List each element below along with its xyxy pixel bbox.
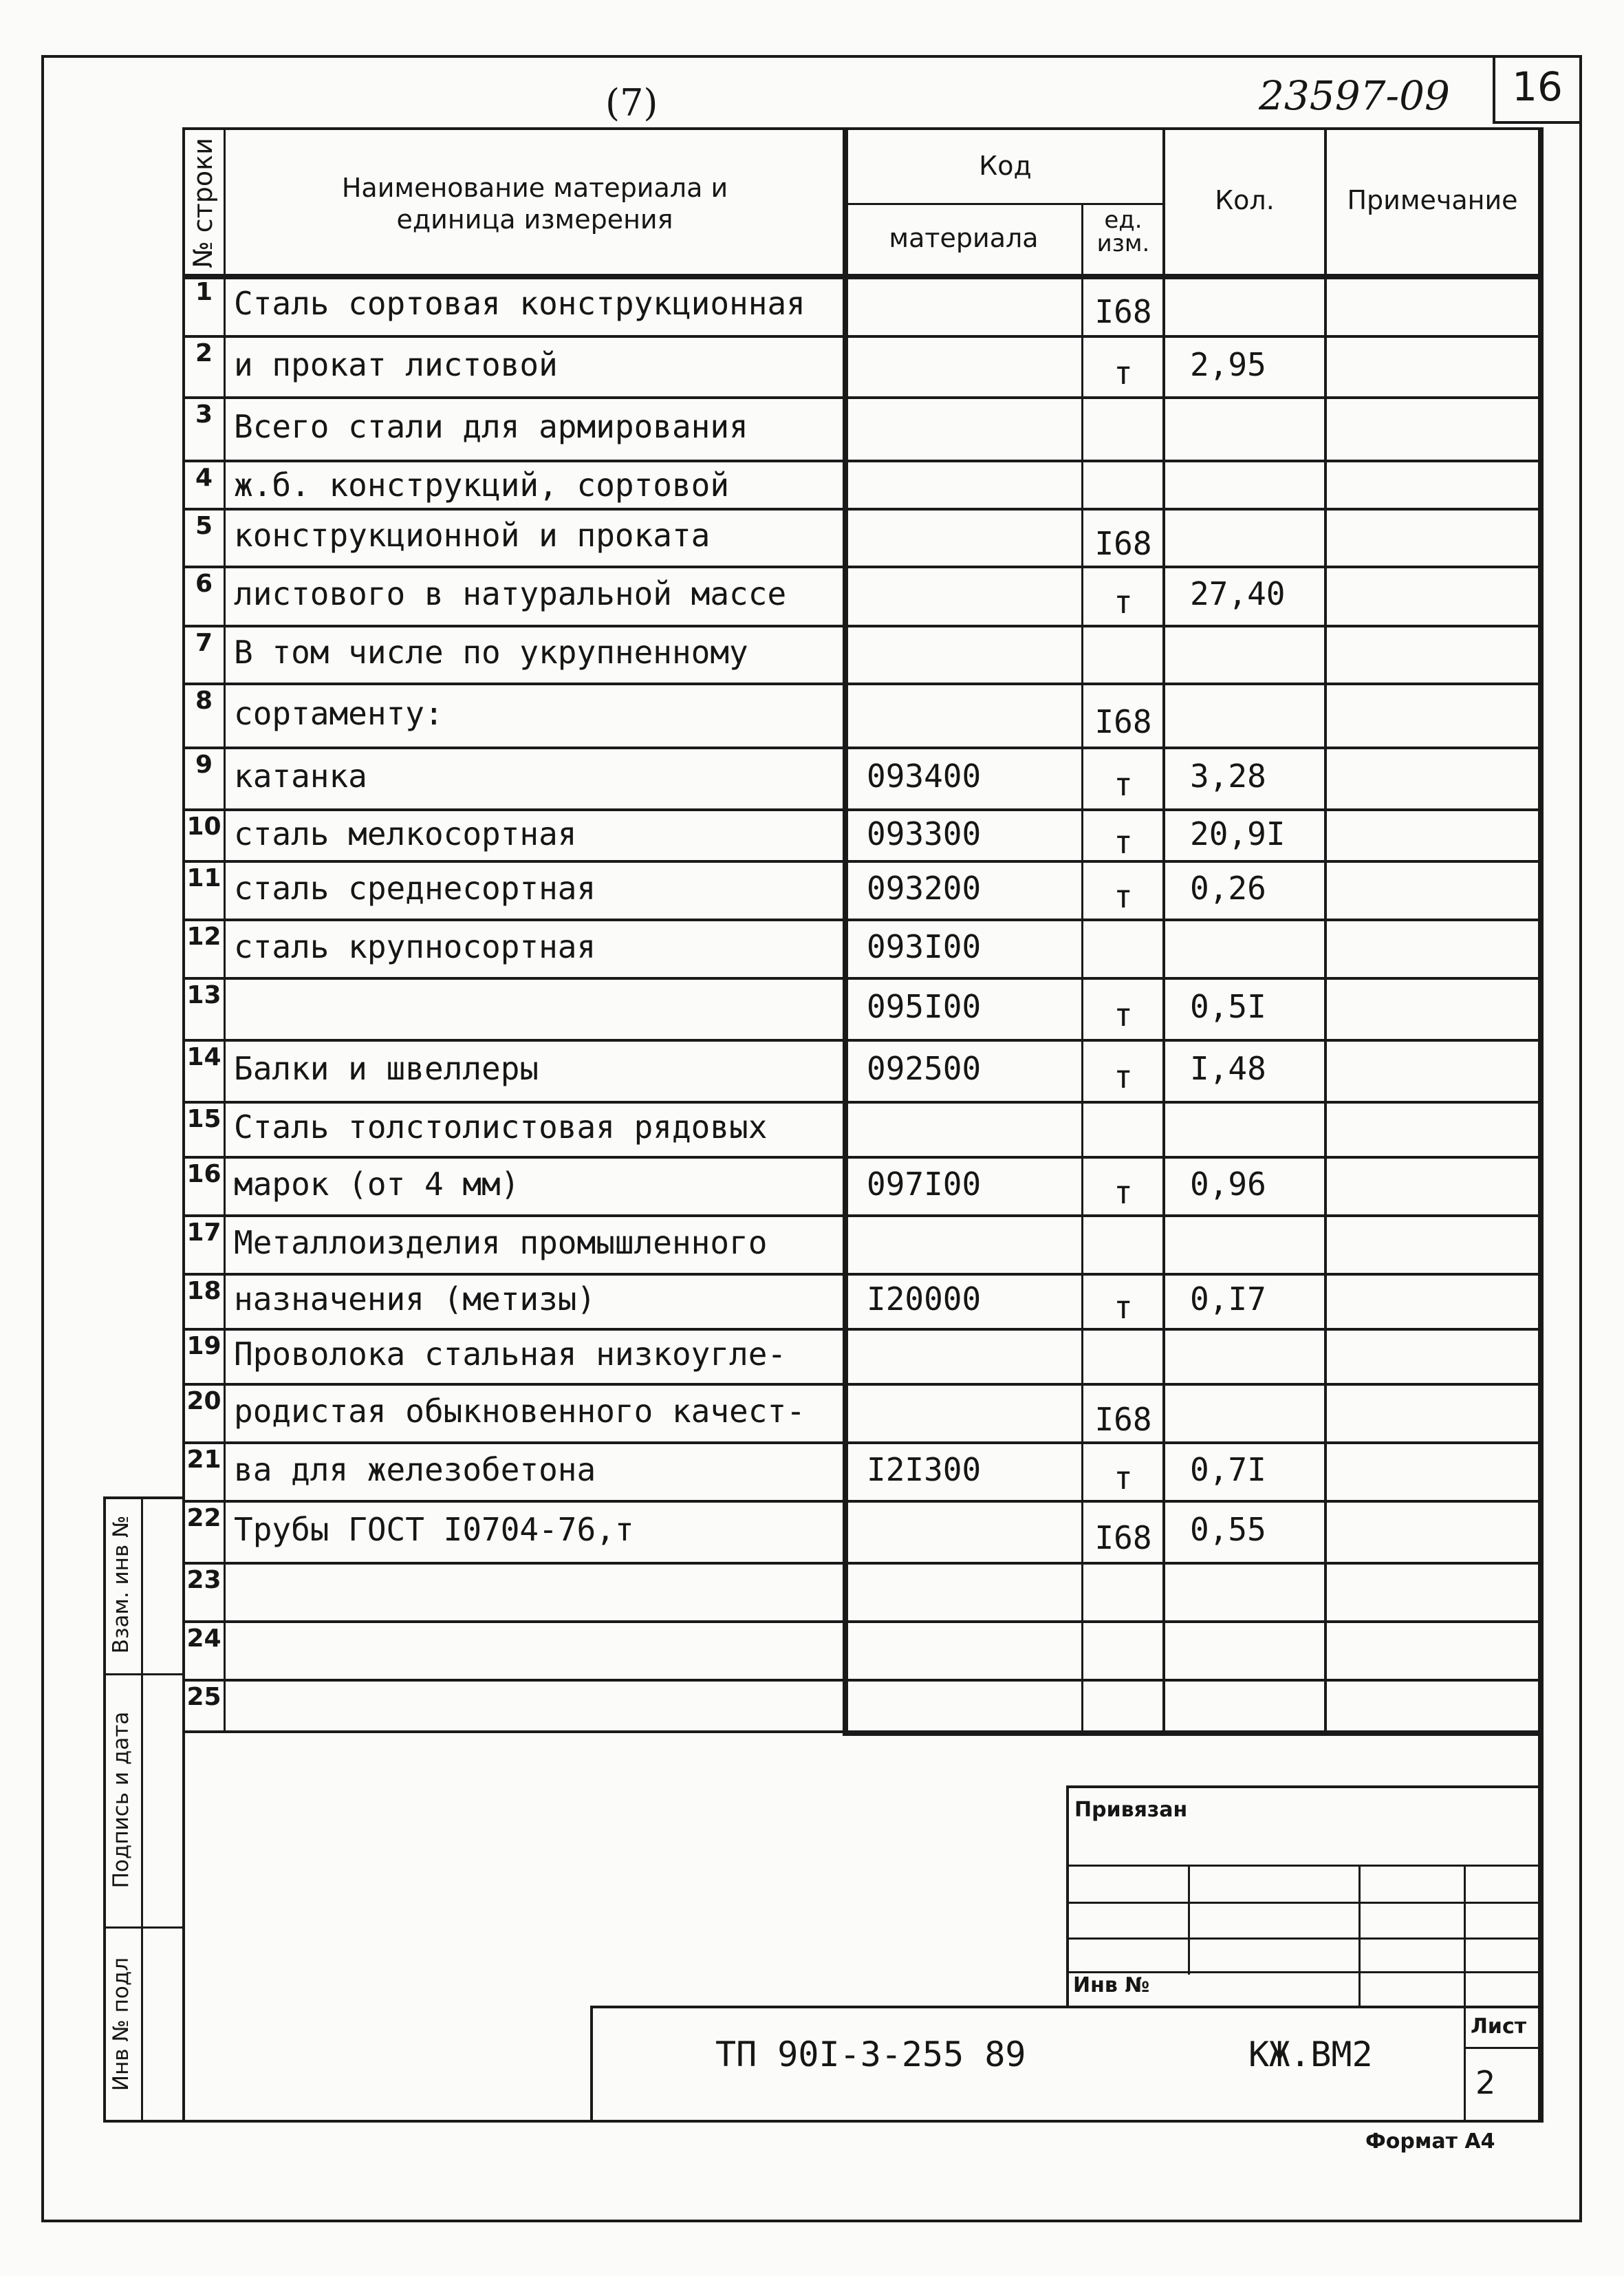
row-number: 25 bbox=[186, 1683, 221, 1711]
side-stamp-line-2 bbox=[103, 1926, 185, 1929]
unit-of-measure: т bbox=[1114, 824, 1133, 861]
material-code: 092500 bbox=[867, 1050, 982, 1087]
quantity: 0,96 bbox=[1190, 1166, 1266, 1203]
material-name: сталь среднесортная bbox=[234, 870, 596, 907]
format-label: Формат А4 bbox=[1365, 2129, 1495, 2154]
material-name: Сталь толстолистовая рядовых bbox=[234, 1108, 768, 1146]
stamp-designation: ТП 90I-3-255 89 bbox=[715, 2035, 1026, 2074]
row-number: 10 bbox=[186, 813, 221, 841]
row-divider bbox=[182, 1101, 1541, 1104]
row-divider bbox=[182, 977, 1541, 980]
row-number: 13 bbox=[186, 981, 221, 1009]
row-divider bbox=[182, 1500, 1541, 1503]
quantity: 3,28 bbox=[1190, 758, 1266, 795]
unit-of-measure: т bbox=[1114, 354, 1133, 391]
row-divider bbox=[182, 335, 1541, 338]
stamp-sheet-number: 2 bbox=[1475, 2064, 1496, 2101]
row-divider bbox=[182, 460, 1541, 462]
material-code: 093300 bbox=[867, 815, 982, 852]
quantity: 0,7I bbox=[1190, 1451, 1266, 1488]
material-code: 097I00 bbox=[867, 1166, 982, 1203]
quantity: I,48 bbox=[1190, 1050, 1266, 1087]
row-number: 19 bbox=[186, 1332, 221, 1360]
row-number: 14 bbox=[186, 1043, 221, 1071]
privyazan-label: Привязан bbox=[1074, 1798, 1188, 1822]
unit-of-measure: т bbox=[1114, 878, 1133, 915]
header-bottom-border bbox=[182, 274, 1541, 279]
unit-of-measure: т bbox=[1114, 996, 1133, 1033]
material-name: родистая обыкновенного качест- bbox=[234, 1393, 805, 1430]
privyazan-line-3 bbox=[1066, 1937, 1541, 1940]
header-quantity: Кол. bbox=[1215, 185, 1275, 215]
row-divider bbox=[182, 1039, 1541, 1042]
table-top-border bbox=[182, 127, 1541, 130]
row-number: 6 bbox=[195, 570, 213, 598]
row-divider bbox=[182, 747, 1541, 749]
material-name: Всего стали для армирования bbox=[234, 408, 748, 445]
stamp-mark: КЖ.ВМ2 bbox=[1248, 2035, 1373, 2074]
unit-of-measure: I68 bbox=[1094, 293, 1152, 330]
qty-col-line bbox=[1162, 127, 1165, 1730]
material-code: 093I00 bbox=[867, 928, 982, 965]
row-divider bbox=[182, 508, 1541, 511]
quantity: 0,5I bbox=[1190, 988, 1266, 1025]
unit-of-measure: т bbox=[1114, 766, 1133, 803]
unit-of-measure: т bbox=[1114, 1459, 1133, 1496]
privyazan-col-2 bbox=[1358, 1865, 1361, 2007]
code-col-line bbox=[843, 127, 848, 1733]
row-divider bbox=[182, 1214, 1541, 1217]
stamp-sheet-line bbox=[1464, 2047, 1541, 2049]
row-number: 23 bbox=[186, 1566, 221, 1594]
header-unit: ед. изм. bbox=[1096, 206, 1150, 257]
header-row-number: № строки bbox=[188, 138, 218, 268]
header-note: Примечание bbox=[1347, 185, 1518, 215]
side-podpis-data: Подпись и дата bbox=[109, 1711, 133, 1889]
row-number: 4 bbox=[195, 464, 213, 492]
material-name: В том числе по укрупненному bbox=[234, 634, 748, 671]
quantity: 20,9I bbox=[1190, 815, 1286, 852]
material-name: марок (от 4 мм) bbox=[234, 1166, 520, 1203]
unit-of-measure: I68 bbox=[1094, 703, 1152, 740]
row-divider bbox=[182, 566, 1541, 568]
material-name: и прокат листовой bbox=[234, 346, 558, 383]
note-col-line bbox=[1324, 127, 1327, 1730]
material-name: Сталь сортовая конструкционная bbox=[234, 285, 805, 322]
privyazan-line-1 bbox=[1066, 1865, 1541, 1867]
quantity: 27,40 bbox=[1190, 575, 1286, 612]
row-number: 22 bbox=[186, 1504, 221, 1532]
row-number: 16 bbox=[186, 1160, 221, 1188]
unit-of-measure: I68 bbox=[1094, 1519, 1152, 1556]
row-number: 3 bbox=[195, 400, 213, 429]
row-divider bbox=[182, 396, 1541, 399]
row-divider bbox=[182, 1679, 1541, 1682]
material-code: I20000 bbox=[867, 1280, 982, 1318]
row-number: 12 bbox=[186, 923, 221, 951]
material-name: ж.б. конструкций, сортовой bbox=[234, 466, 730, 504]
inv-no-label: Инв № bbox=[1073, 1973, 1150, 1997]
material-name: Трубы ГОСТ I0704-76,т bbox=[234, 1511, 634, 1548]
material-code: I2I300 bbox=[867, 1451, 982, 1488]
material-name: сортаменту: bbox=[234, 695, 444, 732]
row-number: 2 bbox=[195, 339, 213, 367]
row-number: 18 bbox=[186, 1277, 221, 1305]
row-divider bbox=[182, 919, 1541, 921]
row-number: 5 bbox=[195, 512, 213, 540]
unit-of-measure: т bbox=[1114, 1058, 1133, 1095]
row-number: 1 bbox=[195, 278, 213, 306]
quantity: 0,I7 bbox=[1190, 1280, 1266, 1318]
side-stamp-line-1 bbox=[103, 1673, 185, 1675]
material-name: ва для железобетона bbox=[234, 1451, 596, 1488]
header-code: Код bbox=[979, 151, 1032, 181]
row-divider bbox=[182, 1620, 1541, 1623]
quantity: 2,95 bbox=[1190, 346, 1266, 383]
side-vzam-inv: Взам. инв № bbox=[109, 1515, 133, 1654]
material-name: конструкционной и проката bbox=[234, 517, 711, 554]
row-divider bbox=[182, 1328, 1541, 1331]
row-number: 7 bbox=[195, 629, 213, 657]
row-number: 8 bbox=[195, 687, 213, 715]
material-name: сталь крупносортная bbox=[234, 928, 596, 965]
material-name: Балки и швеллеры bbox=[234, 1050, 539, 1087]
unit-of-measure: I68 bbox=[1094, 1401, 1152, 1438]
privyazan-line-2 bbox=[1066, 1902, 1541, 1904]
side-stamp-divider bbox=[141, 1496, 143, 2123]
row-number: 20 bbox=[186, 1387, 221, 1415]
row-divider bbox=[182, 860, 1541, 863]
row-divider bbox=[182, 1273, 1541, 1276]
row-divider bbox=[182, 1562, 1541, 1565]
unit-of-measure: т bbox=[1114, 1174, 1133, 1211]
row-divider bbox=[182, 1383, 1541, 1386]
lower-frame-line bbox=[182, 1730, 1541, 1733]
side-inv-podl: Инв № подл bbox=[109, 1957, 133, 2092]
row-divider bbox=[182, 1441, 1541, 1444]
document-code: 23597-09 bbox=[1259, 72, 1450, 119]
material-name: листового в натуральной массе bbox=[234, 575, 787, 612]
row-divider bbox=[182, 1156, 1541, 1159]
material-code: 093200 bbox=[867, 870, 982, 907]
row-divider bbox=[182, 625, 1541, 627]
header-material: материала bbox=[889, 223, 1039, 253]
unit-of-measure: т bbox=[1114, 1289, 1133, 1326]
row-divider bbox=[182, 683, 1541, 685]
unit-of-measure: т bbox=[1114, 583, 1133, 621]
quantity: 0,26 bbox=[1190, 870, 1266, 907]
row-number: 21 bbox=[186, 1446, 221, 1474]
row-number: 9 bbox=[195, 751, 213, 779]
material-name: Проволока стальная низкоугле- bbox=[234, 1335, 787, 1373]
stamp-sheet-label: Лист bbox=[1471, 2015, 1527, 2039]
privyazan-col-3 bbox=[1464, 1865, 1466, 2007]
row-number: 24 bbox=[186, 1624, 221, 1653]
material-code: 095I00 bbox=[867, 988, 982, 1025]
material-name: сталь мелкосортная bbox=[234, 815, 577, 852]
material-name: катанка bbox=[234, 758, 367, 795]
material-code: 093400 bbox=[867, 758, 982, 795]
row-number: 17 bbox=[186, 1218, 221, 1247]
code-header-divider bbox=[846, 203, 1165, 205]
row-number: 15 bbox=[186, 1105, 221, 1133]
row-number: 11 bbox=[186, 864, 221, 892]
material-name: назначения (метизы) bbox=[234, 1280, 596, 1318]
unit-of-measure: I68 bbox=[1094, 525, 1152, 562]
row-divider bbox=[182, 808, 1541, 811]
material-name: Металлоизделия промышленного bbox=[234, 1224, 768, 1261]
quantity: 0,55 bbox=[1190, 1511, 1266, 1548]
privyazan-col-1 bbox=[1188, 1865, 1190, 1975]
page-mark: (7) bbox=[605, 81, 658, 125]
rownum-col-line bbox=[224, 127, 226, 1730]
stamp-sheet-divider bbox=[1464, 2006, 1466, 2123]
sheet-number: 16 bbox=[1512, 63, 1563, 110]
header-name: Наименование материала и единица измерения bbox=[341, 173, 728, 235]
